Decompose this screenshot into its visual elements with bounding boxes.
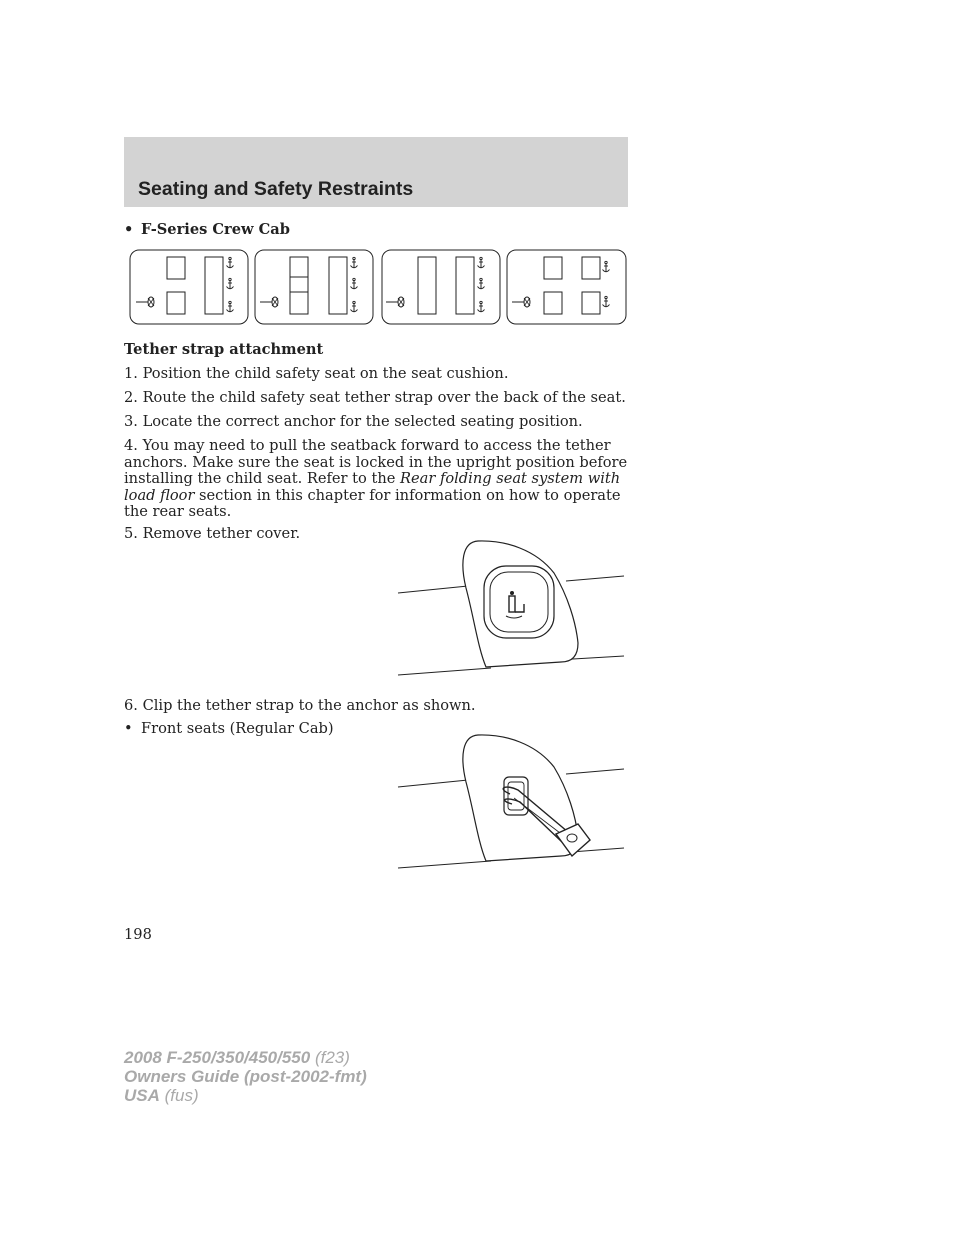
rear-folding-seat-ref: Rear folding seat system with load floor	[124, 470, 621, 504]
seat-layout-2	[255, 250, 373, 324]
tether-cover-illustration	[396, 538, 626, 680]
anchor-icon	[227, 278, 234, 289]
crew-cab-bullet	[124, 222, 290, 239]
step-5: 5. Remove tether cover.	[124, 525, 301, 542]
anchor-icon	[227, 257, 234, 268]
anchor-icon	[603, 296, 610, 307]
footer	[124, 1048, 367, 1105]
anchor-icon	[478, 278, 485, 289]
front-seats-bullet	[124, 721, 334, 738]
steering-wheel-icon	[260, 297, 278, 307]
seat-layout-1	[130, 250, 248, 324]
steering-wheel-icon	[512, 297, 530, 307]
page-number: 198	[124, 926, 152, 943]
step-4-text: 4. You may need to pull the seatback forward to access the tether anchors. Make sure the seat is locked in the upright position before installing the child seat. Refer to the	[124, 437, 628, 487]
step-6: 6. Clip the tether strap to the anchor as shown.	[124, 697, 476, 714]
step-2: 2. Route the child safety seat tether strap over the back of the seat.	[124, 389, 626, 406]
tether-clip-illustration	[396, 732, 626, 874]
footer-guide-line: Owners Guide (post-2002-fmt)	[124, 1067, 367, 1086]
seat-layout-4	[507, 250, 626, 324]
anchor-icon	[478, 301, 485, 312]
step-4	[124, 438, 632, 521]
anchor-icon	[351, 301, 358, 312]
bullet-marker: •	[124, 720, 133, 737]
seat-anchor-diagram	[129, 249, 628, 326]
anchor-icon	[227, 301, 234, 312]
anchor-icon	[603, 261, 610, 272]
bullet-marker: •	[124, 221, 134, 238]
step-1: 1. Position the child safety seat on the seat cushion.	[124, 365, 509, 382]
tether-heading: Tether strap attachment	[124, 341, 324, 358]
section-title: Seating and Safety Restraints	[138, 178, 414, 200]
front-seats-label: Front seats (Regular Cab)	[141, 720, 334, 737]
step-4-text-end: section in this chapter for information on how to operate the rear seats.	[124, 486, 621, 520]
step-3: 3. Locate the correct anchor for the selected seating position.	[124, 413, 583, 430]
anchor-icon	[351, 257, 358, 268]
steering-wheel-icon	[386, 297, 404, 307]
seat-layout-3	[382, 250, 500, 324]
crew-cab-label: F-Series Crew Cab	[141, 221, 290, 238]
anchor-icon	[478, 257, 485, 268]
footer-model-line: 2008 F-250/350/450/550 (f23)	[124, 1048, 350, 1067]
steering-wheel-icon	[136, 297, 154, 307]
footer-region-line: USA (fus)	[124, 1086, 199, 1105]
anchor-icon	[351, 278, 358, 289]
